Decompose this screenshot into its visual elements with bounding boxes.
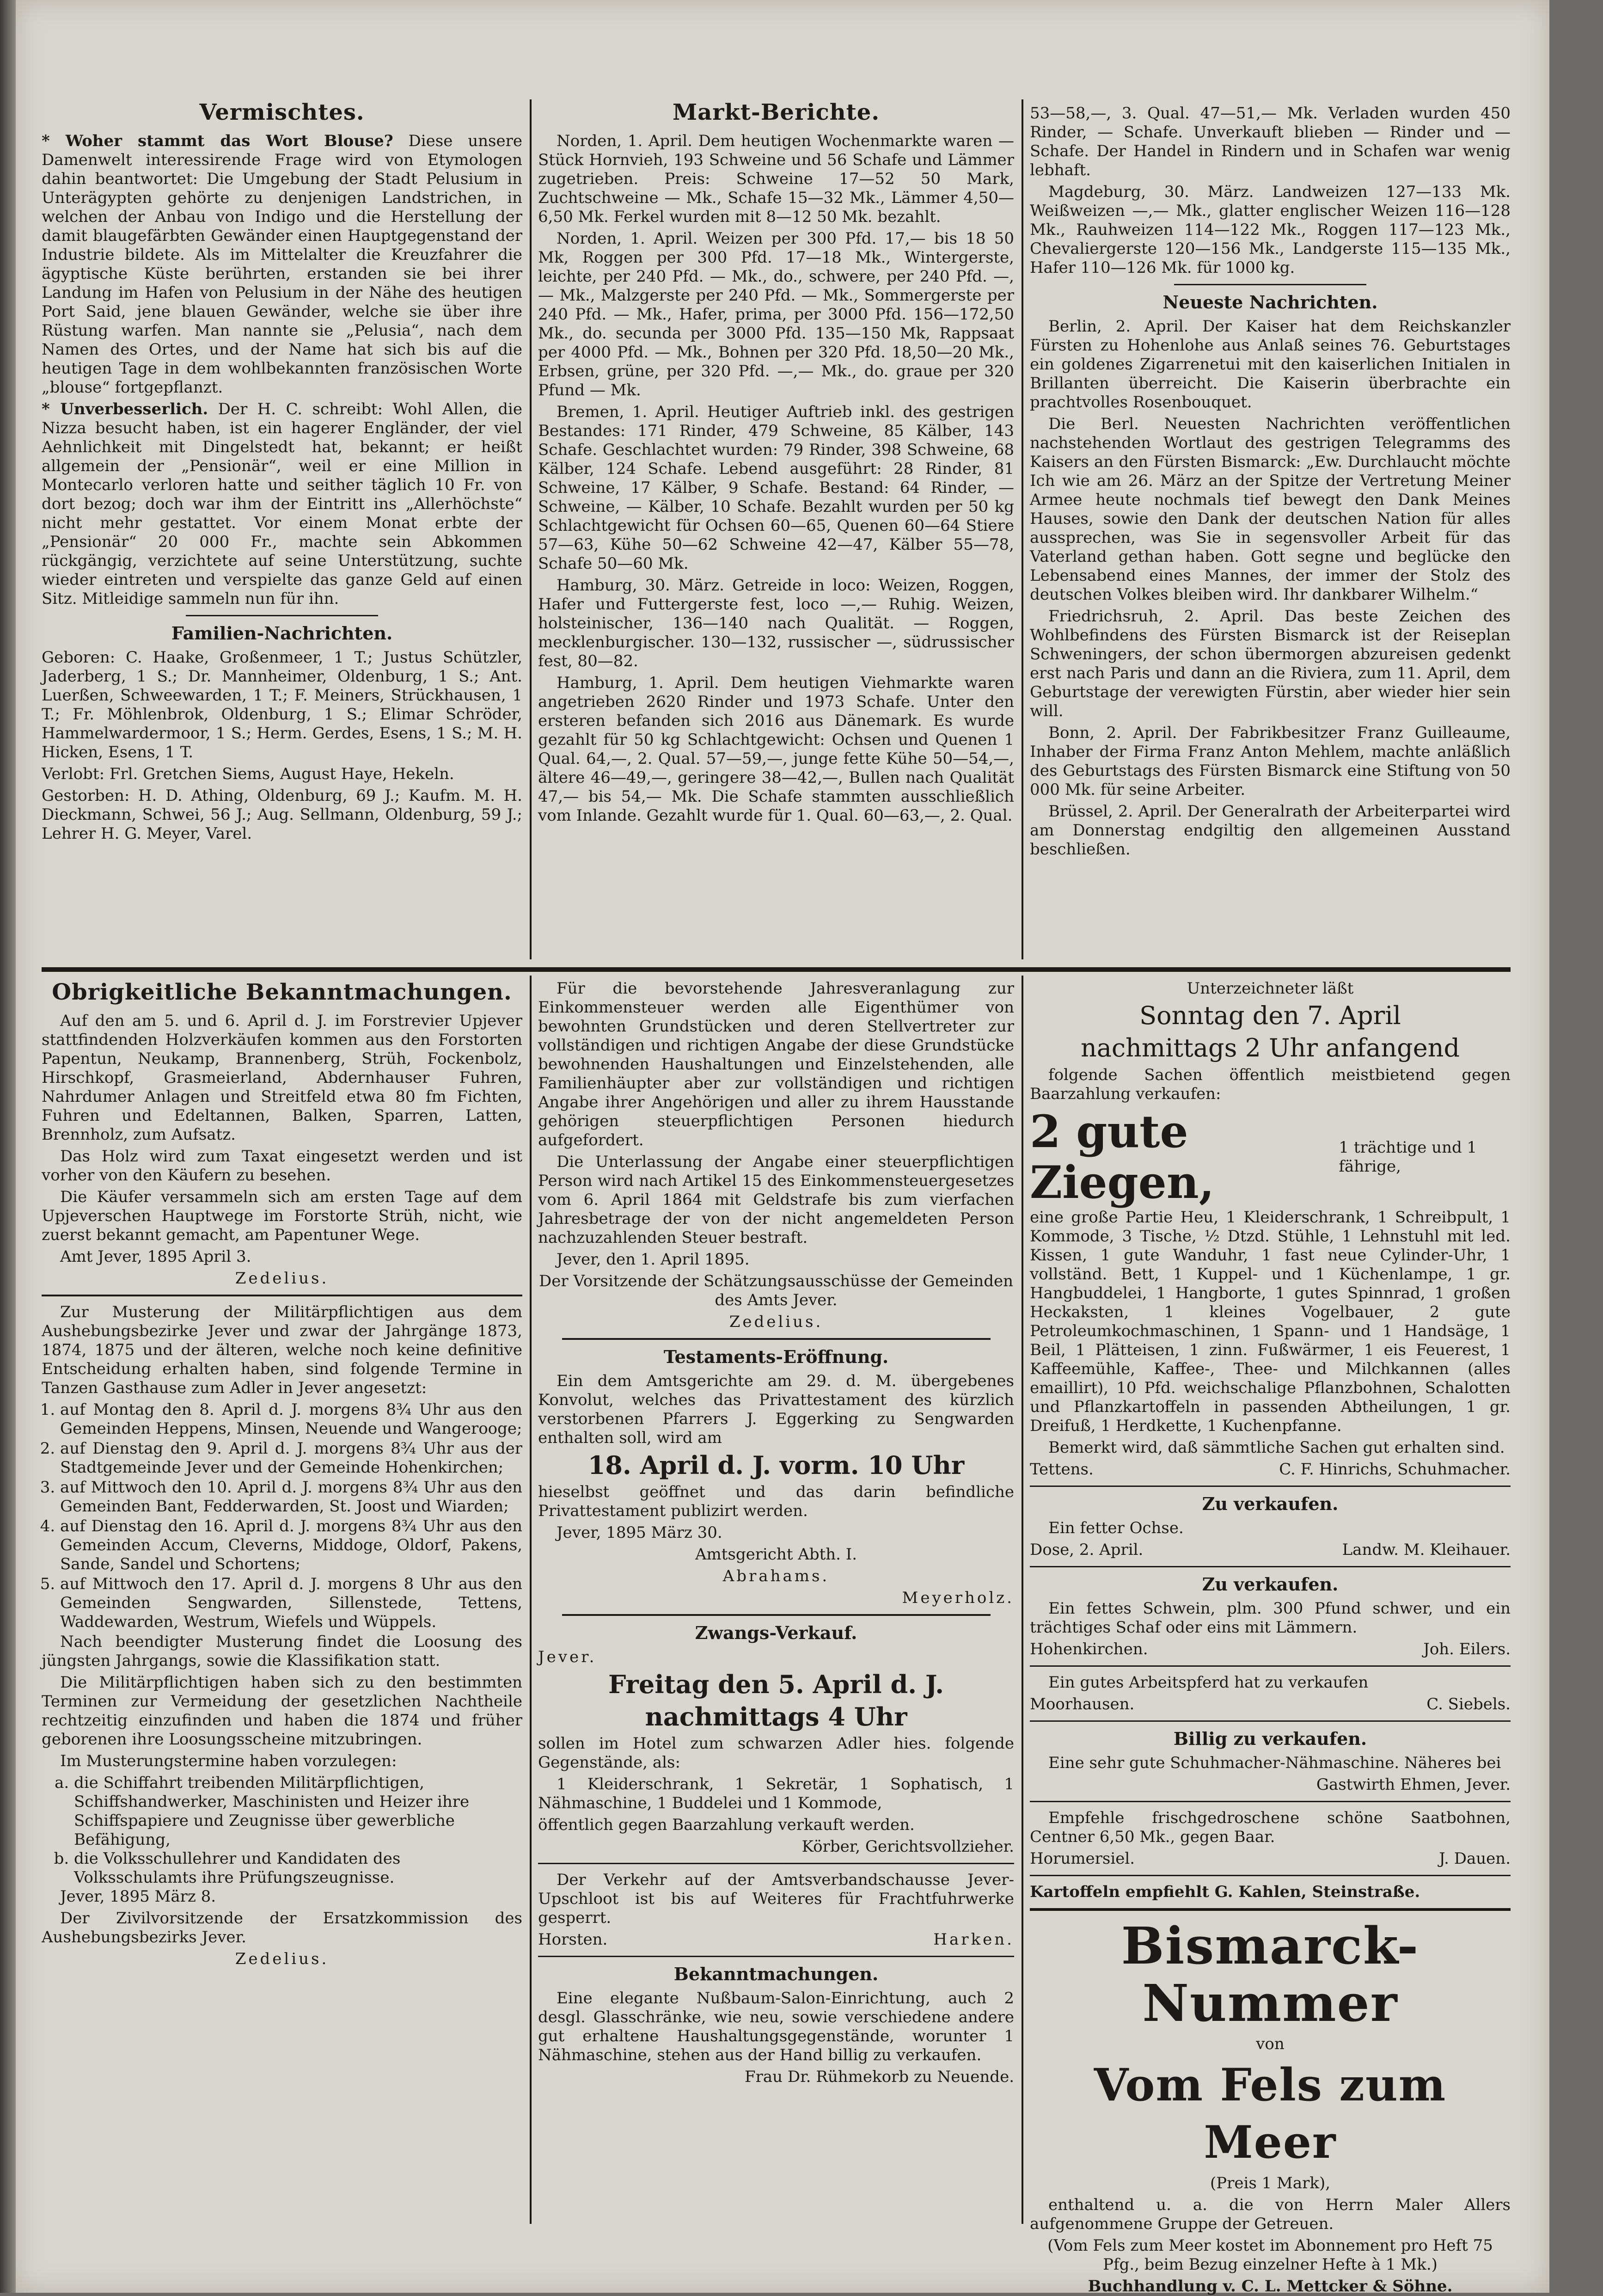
- article-unverbesserlich: [42, 400, 522, 608]
- saat-sign-row: [1030, 1849, 1511, 1868]
- divider: [1030, 1720, 1511, 1722]
- holz-text-2: Das Holz wird zum Taxat eingesetzt werden und ist vorher von den Käufern zu besehen.: [42, 1147, 522, 1185]
- bismarck-shop: Buchhandlung v. C. L. Mettcker & Söhne.: [1088, 2277, 1453, 2296]
- divider: [538, 1863, 1014, 1864]
- zwang-sign: Körber, Gerichtsvollzieher.: [802, 1837, 1014, 1856]
- saat-text: Empfehle frischgedroschene schöne Saatbohnen, Centner 6,50 Mk., gegen Baar.: [1030, 1809, 1511, 1846]
- auktion-time: nachmittags 2 Uhr anfangend: [1080, 1033, 1460, 1062]
- termin-item: 1. auf Montag den 8. April d. J. morgens 8¾ Uhr aus den Gemeinden Heppens, Minsen, Neuende und Wangerooge;: [60, 1400, 522, 1438]
- testament-name: Abrahams.: [722, 1567, 830, 1585]
- holz-text: Auf den am 5. und 6. April d. J. im Forstrevier Upjever stattfindenden Holzverkäufen kommen aus den Forstorten Papentun, Neukamp, Brannenberg, Strüh, Fockenbolz, Hirschkopf, Grasmeierland, Abdernhauser Fuhren, Nahrdumer Anlagen und Streitfeld etwa 80 fm Fichten, Fuhren und Edeltannen, Balken, Sparren, Latten, Brennholz, zum Aufsatz.: [42, 1012, 522, 1144]
- steuer-name: Zedelius.: [729, 1313, 823, 1331]
- testament-text: Ein dem Amtsgerichte am 29. d. M. übergebenes Konvolut, welches das Privattestament des kürzlich verstorbenen Pfarrers J. Eggerking zu Sengwarden enthalten soll, wird am: [538, 1372, 1014, 1447]
- billig-heading: Billig zu verkaufen.: [1173, 1728, 1367, 1749]
- zwang-text: sollen im Hotel zum schwarzen Adler hies. folgende Gegenstände, als:: [538, 1734, 1014, 1772]
- news-berlin: Berlin, 2. April. Der Kaiser hat dem Reichskanzler Fürsten zu Hohenlohe aus Anlaß seines 76. Geburtstages ein goldenes Zigarrenetui mit den kaiserlichen Initialen in Brillanten überreicht. Die Kaiserin überbrachte ein prachtvolles Rosenbouquet.: [1030, 317, 1511, 411]
- markt-bremen: Bremen, 1. April. Heutiger Auftrieb inkl. des gestrigen Bestandes: 171 Rinder, 479 Schweine, 85 Kälber, 143 Schafe. Geschlachtet wurden: 79 Rinder, 398 Schweine, 68 Kälber, 124 Schafe. Lebend ausgeführt: 28 Rinder, 81 Schweine, 17 Kälber, 9 Schafe. Bestand: 64 Rinder, — Schweine, — Kälber, 10 Schafe. Bezahlt wurden per 50 kg Schlachtgewicht für Ochsen 60—65, Quenen 60—64 Stiere 57—63, Kühe 50—62 Schweine 42—47, Kälber 55—78, Schafe 50—60 Mk.: [538, 403, 1014, 573]
- markt-heading: Markt-Berichte.: [672, 99, 880, 125]
- verkehr-text: Der Verkehr auf der Amtsverbandschausse Jever-Upschloot ist bis auf Weiteres für Frachtfuhrwerke gesperrt.: [538, 1871, 1014, 1927]
- bek-heading: Bekanntmachungen.: [673, 1964, 879, 1984]
- steuer-text: Für die bevorstehende Jahresveranlagung zur Einkommensteuer werden alle Eigenthümer von bewohnten Grundstücken und deren Stellvertreter zur vollständigen und richtigen Angabe der diese Grundstücke bewohnenden Haushaltungen und Einzelstehenden, alle Familienhäupter aber zur vollständigen und richtigen Angabe ihrer Angehörigen und aller zu ihrem Hausstande gehörigen steuerpflichtigen Personen hiedurch aufgefordert.: [538, 979, 1014, 1149]
- testament-court: Amtsgericht Abth. I.: [695, 1545, 857, 1564]
- zv2-text: Ein fettes Schwein, plm. 300 Pfund schwer, und ein trächtiges Schaf oder eins mit Lämmern.: [1030, 1599, 1511, 1637]
- zv1-text: Ein fetter Ochse.: [1048, 1519, 1184, 1537]
- zwang-items: 1 Kleiderschrank, 1 Sekretär, 1 Sophatisch, 1 Nähmaschine, 1 Buddelei und 1 Kommode,: [538, 1775, 1014, 1812]
- muster-after: Nach beendigter Musterung findet die Loosung des jüngsten Jahrgangs, sowie die Klassifikation statt.: [42, 1633, 522, 1670]
- muster-warn: Die Militärpflichtigen haben sich zu den bestimmten Terminen zur Vermeidung der gesetzlichen Nachtheile rechtzeitig einzufinden und haben die 1874 und früher geborenen ihre Loosungsscheine mitzubringen.: [42, 1673, 522, 1749]
- blouse-title: * Woher stammt das Wort Blouse?: [42, 132, 393, 150]
- zwang-date: Freitag den 5. April d. J.: [608, 1670, 944, 1699]
- auktion-items: eine große Partie Heu, 1 Kleiderschrank, 1 Schreibpult, 1 Kommode, 3 Tische, ½ Dtzd. Stühle, 1 Lehnstuhl mit led. Kissen, 1 gute Wanduhr, 1 fast neue Cylinder-Uhr, 1 vollständ. Bett, 1 Kuppel- und 1 Küchenlampe, 1 gr. Hangbuddelei, 1 Hangborte, 1 gutes Spinnrad, 1 großen Heckaksten, 1 kleines Vogelbauer, 2 gute Petroleumkochmaschinen, 1 Spann- und 1 Handsäge, 1 Beil, 1 Plätteisen, 1 zinn. Fußwärmer, 1 eis Feuerest, 1 Kaffeemühle, Kaffee-, Thee- und Milchkannen (alles emaillirt), 10 Pfd. weichschalige Pflanzbohnen, Schalotten und Pflanzkartoffeln in passenden Abtheilungen, 1 gr. Dreifuß, 1 Herdkette, 1 Kuchenpfanne.: [1030, 1208, 1511, 1435]
- divider: [1174, 284, 1366, 285]
- kartoffeln-ad: Kartoffeln empfiehlt G. Kahlen, Steinstraße.: [1030, 1883, 1420, 1901]
- ziegen-row: [1030, 1106, 1511, 1208]
- ziegen-side: 1 trächtige und 1 fährige,: [1339, 1138, 1477, 1176]
- unverb-title: * Unverbesserlich.: [42, 400, 208, 418]
- column-rule: [1022, 976, 1023, 2224]
- zv1-sign: Landw. M. Kleihauer.: [1342, 1541, 1511, 1559]
- zwang-text-2: öffentlich gegen Baarzahlung verkauft werden.: [538, 1816, 915, 1834]
- arbeit-text: Ein gutes Arbeitspferd hat zu verkaufen: [1048, 1673, 1369, 1692]
- divider: [1030, 1486, 1511, 1487]
- divider: [562, 1338, 991, 1340]
- billig-text: Eine sehr gute Schuhmacher-Nähmaschine. Näheres bei: [1048, 1754, 1501, 1772]
- termin-item: 3. auf Mittwoch den 10. April d. J. morgens 8¾ Uhr aus den Gemeinden Bant, Fedderwarden, St. Joost und Wiarden;: [60, 1478, 522, 1516]
- column-rule: [530, 99, 532, 959]
- auktion-sign-row: [1030, 1460, 1511, 1479]
- markt-hamburg-cont: 53—58,—, 3. Qual. 47—51,— Mk. Verladen wurden 450 Rinder, — Schafe. Unverkauft blieben — Rinder und — Schafe. Der Handel in Rindern und in Schafen war wenig lebhaft.: [1030, 104, 1511, 179]
- column-vermischtes: [42, 99, 522, 936]
- column-neueste: [1030, 104, 1511, 959]
- steuer-text-2: Die Unterlassung der Angabe einer steuerpflichtigen Person wird nach Artikel 15 des Einkommensteuergesetzes vom 6. April 1864 mit Geldstrafe bis zum vierfachen Jahresbetrage der von der nicht angemeldeten Person nachzuzahlenden Steuer bestraft.: [538, 1153, 1014, 1247]
- column-markt: [538, 99, 1014, 959]
- testament-text-2: hieselbst geöffnet und das darin befindliche Privattestament publizirt werden.: [538, 1483, 1014, 1520]
- billig-sign: Gastwirth Ehmen, Jever.: [1316, 1775, 1511, 1794]
- zv1-sign-row: [1030, 1541, 1511, 1559]
- divider: [1030, 1801, 1511, 1802]
- familien-geboren: Geboren: C. Haake, Großenmeer, 1 T.; Justus Schützler, Jaderberg, 1 S.; Dr. Mannheimer, Oldenburg, 1 S.; Ant. Luerßen, Schweewarden, 1 T.; F. Meiners, Strückhausen, 1 T.; Fr. Möhlenbrok, Oldenburg, 1 S.; Elimar Schröder, Hammelwardermoor, 1 S.; Herm. Gerdes, Esens, 1 S.; M. H. Hicken, Esens, 1 T.: [42, 648, 522, 761]
- markt-magdeburg: Magdeburg, 30. März. Landweizen 127—133 Mk. Weißweizen —,— Mk., glatter englischer Weizen 116—128 Mk., Rauhweizen 114—122 Mk., Roggen 117—123 Mk., Chevaliergerste 120—156 Mk., Landgerste 115—135 Mk., Hafer 110—126 Mk. für 1000 kg.: [1030, 183, 1511, 277]
- markt-norden-getreide: Norden, 1. April. Weizen per 300 Pfd. 17,— bis 18 50 Mk, Roggen per 300 Pfd. 17—18 Mk., Wintergerste, leichte, per 240 Pfd. — Mk., do., schwere, per 240 Pfd. —,— Mk., Malzgerste per 240 Pfd. — Mk., Sommergerste per 240 Pfd. — Mk., Hafer, prima, per 3000 Pfd. 156—172,50 Mk., do. secunda per 3000 Pfd. 135—150 Mk, Rappsaat per 4000 Pfd. — Mk., Bohnen per 320 Pfd. 18,50—20 Mk., Erbsen, grüne, per 320 Pfd. —,— Mk., do. graue per 320 Pfund — Mk.: [538, 229, 1014, 399]
- familien-heading: Familien-Nachrichten.: [171, 623, 393, 644]
- divider: [1030, 1566, 1511, 1567]
- column-obrigkeitlich: [42, 979, 522, 2218]
- zv2-place: Hohenkirchen.: [1030, 1640, 1148, 1658]
- vorlage-item: a. die Schiffahrt treibenden Militärpflichtigen, Schiffshandwerker, Maschinisten und Heizer ihre Schiffspapiere und Zeugnisse über gewerbliche Befähigung,: [74, 1774, 522, 1849]
- bismarck-title: Bismarck-Nummer: [1121, 1916, 1419, 2033]
- bismarck-von: von: [1256, 2035, 1285, 2053]
- bismarck-price: (Preis 1 Mark),: [1210, 2174, 1331, 2192]
- news-friedrichsruh: Friedrichsruh, 2. April. Das beste Zeichen des Wohlbefindens des Fürsten Bismarck ist der Reiseplan Schweningers, der schon übermorgen abzureisen gedenkt erst nach Paris und dann an die Riviera, zum 11. April, dem Geburtstage der verewigten Fürstin, aber wieder hier sein will.: [1030, 607, 1511, 720]
- newspaper-page: [16, 0, 1549, 2296]
- column-rule: [530, 976, 532, 2224]
- holz-date: Amt Jever, 1895 April 3.: [60, 1247, 251, 1266]
- testament-name-2: Meyerholz.: [902, 1589, 1014, 1607]
- neueste-heading: Neueste Nachrichten.: [1162, 292, 1378, 313]
- zv2-heading: Zu verkaufen.: [1202, 1574, 1339, 1595]
- termin-item: 5. auf Mittwoch den 17. April d. J. morgens 8 Uhr aus den Gemeinden Sengwarden, Sillenstede, Tettens, Waddewarden, Westrum, Wiefels und Wüppels.: [60, 1575, 522, 1632]
- bek-text: Eine elegante Nußbaum-Salon-Einrichtung, auch 2 desgl. Glasschränke, wie neu, sowie verschiedene andere gut erhaltene Haushaltungsgegenstände, worunter 1 Nähmaschine, stehen aus der Hand billig zu verkaufen.: [538, 1989, 1014, 2064]
- steuer-sign: Der Vorsitzende der Schätzungsausschüsse der Gemeinden des Amts Jever.: [538, 1272, 1014, 1309]
- muster-vorlagen: [42, 1774, 522, 1887]
- steuer-date: Jever, den 1. April 1895.: [557, 1250, 750, 1269]
- familien-verlobt: Verlobt: Frl. Gretchen Siems, August Haye, Hekeln.: [42, 765, 454, 783]
- zwang-time: nachmittags 4 Uhr: [645, 1702, 907, 1731]
- auktion-note: Bemerkt wird, daß sämmtliche Sachen gut erhalten sind.: [1048, 1438, 1505, 1457]
- holz-signature: Zedelius.: [235, 1269, 329, 1288]
- auktion-intro: Unterzeichneter läßt: [1187, 979, 1354, 998]
- divider: [186, 615, 378, 616]
- article-blouse: [42, 132, 522, 397]
- testament-date: 18. April d. J. vorm. 10 Uhr: [587, 1450, 965, 1480]
- zv2-sign-row: [1030, 1640, 1511, 1659]
- termin-item: 4. auf Dienstag den 16. April d. J. morgens 8¾ Uhr aus den Gemeinden Accum, Cleverns, Middoge, Oldorf, Pakens, Sande, Sandel und Schortens;: [60, 1517, 522, 1574]
- saat-place: Horumersiel.: [1030, 1849, 1135, 1868]
- verkehr-name: Harken.: [933, 1930, 1014, 1949]
- saat-sign: J. Dauen.: [1439, 1849, 1511, 1868]
- auktion-place: Tettens.: [1030, 1460, 1094, 1479]
- column-rule: [1022, 99, 1023, 959]
- testament-heading: Testaments-Eröffnung.: [663, 1346, 889, 1367]
- arbeit-sign: C. Siebels.: [1426, 1695, 1511, 1713]
- bismarck-text: enthaltend u. a. die von Herrn Maler Allers aufgenommene Gruppe der Getreuen.: [1030, 2196, 1511, 2233]
- column-ads: [1030, 979, 1511, 2296]
- auktion-date: Sonntag den 7. April: [1139, 1001, 1401, 1030]
- muster-sign: Der Zivilvorsitzende der Ersatzkommission des Aushebungsbezirks Jever.: [42, 1909, 522, 1946]
- news-bruessel: Brüssel, 2. April. Der Generalrath der Arbeiterpartei wird am Donnerstag endgiltig den allgemeinen Ausstand beschließen.: [1030, 802, 1511, 859]
- arbeit-place: Moorhausen.: [1030, 1695, 1135, 1713]
- divider: [538, 1956, 1014, 1957]
- auktion-sign: C. F. Hinrichs, Schuhmacher.: [1279, 1460, 1511, 1479]
- familien-gestorben: Gestorben: H. D. Athing, Oldenburg, 69 J.; Kaufm. M. H. Dieckmann, Schwei, 56 J.; Aug. Sellmann, Oldenburg, 59 J.; Lehrer H. G. Meyer, Varel.: [42, 786, 522, 843]
- column-mid-notices: [538, 979, 1014, 2218]
- muster-intro: Zur Musterung der Militärpflichtigen aus dem Aushebungsbezirke Jever und zwar der Jahrgänge 1873, 1874, 1875 und der älteren, welche noch keine definitive Entscheidung erhalten haben, sind folgende Termine in Tanzen Gasthause zum Adler in Jever angesetzt:: [42, 1303, 522, 1397]
- verkehr-place: Horsten.: [538, 1930, 608, 1949]
- blouse-text: Diese unsere Damenwelt interessirende Frage wird von Etymologen dahin beantwortet: Die Umgebung der Stadt Pelusium in Unterägypten gehörte zu denjenigen Landstrichen, in welchen der Anbau von Indigo und die Herstellung der damit blaugefärbten Gewänder einen Hauptgegenstand der Industrie bildete. Als im Mittelalter die Kreuzfahrer die ägyptische Küste berührten, erstanden sie bei ihrer Landung im Hafen von Pelusium in der Nähe des heutigen Port Said, jene blauen Gewänder, welche sie über ihre Rüstung warfen. Man nannte sie „Pelusia“, nach dem Namen des Ortes, und der Name hat sich bis auf die heutigen Tage in dem wohlbekannten französischen Worte „blouse“ fortgepflanzt.: [42, 132, 522, 397]
- section-rule: [42, 967, 1511, 972]
- divider: [562, 1614, 991, 1616]
- markt-norden-vieh: Norden, 1. April. Dem heutigen Wochenmarkte waren — Stück Hornvieh, 193 Schweine und 56 Schafe und Lämmer zugetrieben. Preis: Schweine 17—52 50 Mark, Zuchtschweine — Mk., Schafe 15—32 Mk., Lämmer 4,50—6,50 Mk. Ferkel wurden mit 8—12 50 Mk. bezahlt.: [538, 132, 1014, 226]
- scan-edge: [0, 0, 16, 2293]
- muster-signature: Zedelius.: [235, 1950, 329, 1968]
- zv1-place: Dose, 2. April.: [1030, 1541, 1144, 1559]
- zv2-sign: Joh. Eilers.: [1423, 1640, 1511, 1658]
- bek-sign: Frau Dr. Rühmekorb zu Neuende.: [745, 2068, 1014, 2086]
- markt-hamburg-vieh: Hamburg, 1. April. Dem heutigen Viehmarkte waren angetrieben 2620 Rinder und 1973 Schafe. Unter den ersteren befanden sich 2016 aus Dänemark. Es wurde gezahlt für 50 kg Schlachtgewicht: Ochsen und Quenen 1 Qual. 64,—, 2. Qual. 57—59,—, junge fette Kühe 50—54,—, ältere 46—49,—, geringere 38—42,—, Bullen nach Qualität 47,— bis 54,— Mk. Die Schafe stammten ausschließlich vom Inlande. Gezahlt wurde für 1. Qual. 60—63,—, 2. Qual.: [538, 674, 1014, 825]
- vorlage-item: b. die Volksschullehrer und Kandidaten des Volksschulamts ihre Prüfungszeugnisse.: [74, 1849, 522, 1887]
- ziegen-title: 2 gute Ziegen,: [1030, 1105, 1215, 1209]
- markt-hamburg-getreide: Hamburg, 30. März. Getreide in loco: Weizen, Roggen, Hafer und Futtergerste fest, loco —,— Ruhig. Weizen, holsteinischer, 136—140 nach Qualität. — Roggen, mecklenburgischer. 130—132, russischer —, südrussischer fest, 80—82.: [538, 576, 1014, 670]
- bismarck-abo: (Vom Fels zum Meer kostet im Abonnement pro Heft 75 Pfg., beim Bezug einzelner Hefte à 1 Mk.): [1047, 2236, 1493, 2274]
- muster-date: Jever, 1895 März 8.: [60, 1887, 216, 1906]
- vermischtes-heading: Vermischtes.: [199, 99, 365, 125]
- arbeit-sign-row: [1030, 1695, 1511, 1714]
- termin-item: 2. auf Dienstag den 9. April d. J. morgens 8¾ Uhr aus der Stadtgemeinde Jever und der Gemeinde Hohenkirchen;: [60, 1439, 522, 1477]
- divider: [1030, 1875, 1511, 1876]
- auktion-text: folgende Sachen öffentlich meistbietend gegen Baarzahlung verkaufen:: [1030, 1066, 1511, 1103]
- zwang-heading: Zwangs-Verkauf.: [695, 1622, 857, 1643]
- zv1-heading: Zu verkaufen.: [1202, 1493, 1339, 1514]
- divider: [1030, 1908, 1511, 1911]
- news-bonn: Bonn, 2. April. Der Fabrikbesitzer Franz Guilleaume, Inhaber der Firma Franz Anton Mehlem, machte anläßlich des Geburtstags des Fürsten Bismarck eine Stiftung von 50 000 Mk. für seine Arbeiter.: [1030, 724, 1511, 799]
- muster-vorlegen: Im Musterungstermine haben vorzulegen:: [60, 1752, 397, 1770]
- verkehr-sign-row: [538, 1930, 1014, 1949]
- holz-text-3: Die Käufer versammeln sich am ersten Tage auf dem Upjeverschen Hauptwege im Forstorte Strüh, nicht, wie zuerst bekannt gemacht, am Papentuner Wege.: [42, 1188, 522, 1244]
- unverb-text: Der H. C. schreibt: Wohl Allen, die Nizza besucht haben, ist ein hagerer Engländer, der viel Aehnlichkeit mit Dingelstedt hat, bekannt; er heißt allgemein der „Pensionär“, weil er eine Million in Montecarlo verloren hatte und seither täglich 10 Fr. von dort bezog; doch war ihm der Eintritt ins „Allerhöchste“ nicht mehr gestattet. Vor einem Monat erbte der „Pensionär“ 20 000 Fr., machte sein Abkommen rückgängig, verzichtete auf seine Unterstützung, suchte wieder eintreten und verspielte das ganze Geld auf einen Sitz. Mitleidige sammeln nun für ihn.: [42, 400, 522, 608]
- news-telegramm: Die Berl. Neuesten Nachrichten veröffentlichen nachstehenden Wortlaut des gestrigen Telegramms des Kaisers an den Fürsten Bismarck: „Ew. Durchlaucht möchte Ich wie am 26. März an der Spitze der Vertretung Meiner Armee heute nochmals tief bewegt den Dank Meines Hauses, sowie den Dank der deutschen Nation für alles aussprechen, was Sie in segensvoller Arbeit für das Vaterland gethan haben. Gott segne und beglücke den Lebensabend eines Mannes, der immer der Stolz des deutschen Volkes bleiben wird. Ihr dankbarer Wilhelm.“: [1030, 415, 1511, 604]
- muster-termine: [42, 1400, 522, 1632]
- obrig-heading: Obrigkeitliche Bekanntmachungen.: [52, 979, 512, 1005]
- testament-place: Jever, 1895 März 30.: [557, 1523, 722, 1542]
- divider: [42, 1295, 522, 1296]
- divider: [1030, 1665, 1511, 1667]
- zwang-place: Jever.: [538, 1648, 597, 1666]
- bismarck-magazine: Vom Fels zum Meer: [1094, 2059, 1447, 2168]
